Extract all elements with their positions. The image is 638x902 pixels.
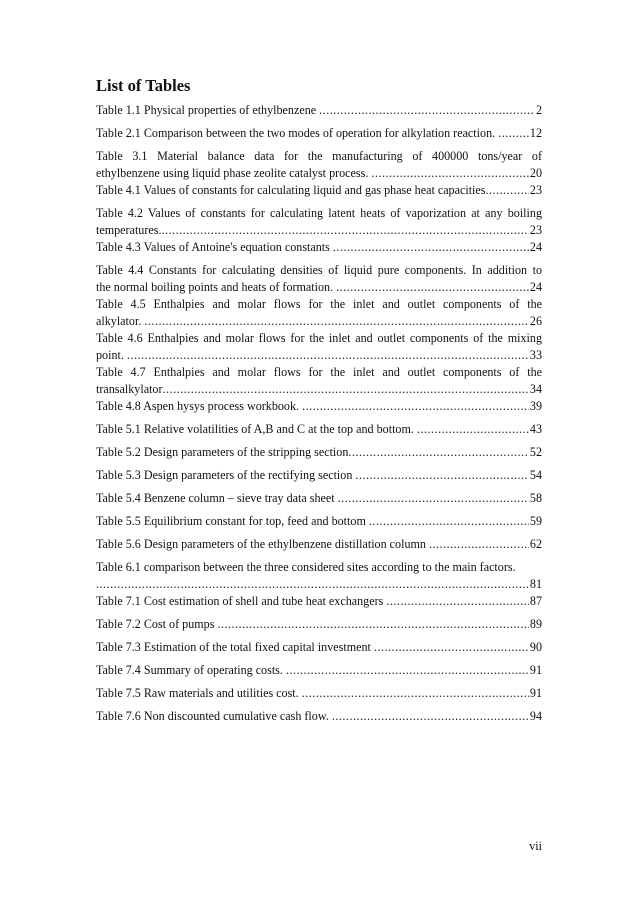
- toc-entry-title: Table 5.4 Benzene column – sieve tray data sheet: [96, 491, 338, 505]
- toc-entry: [96, 330, 542, 364]
- page-number: vii: [529, 839, 542, 853]
- toc-entry-title: point.: [96, 348, 127, 362]
- toc-entry-line: [96, 639, 542, 656]
- toc-entry-title: alkylator.: [96, 314, 145, 328]
- dot-leader: [338, 490, 529, 507]
- toc-entry-page: 12: [529, 126, 542, 140]
- dot-leader: [302, 685, 529, 702]
- toc-entry-line: [96, 616, 542, 633]
- toc-entry: [96, 125, 542, 142]
- toc-entry-line: [96, 513, 542, 530]
- dot-leader: [498, 125, 529, 142]
- toc-entry-page: 24: [529, 280, 542, 294]
- toc-entry-page: 54: [529, 468, 542, 482]
- toc-entry-line: [96, 239, 542, 256]
- toc-entry: [96, 398, 542, 415]
- toc-entry-line: [96, 662, 542, 679]
- toc-entry-line: [96, 444, 542, 461]
- dot-leader: [417, 421, 529, 438]
- dot-leader: [348, 444, 529, 461]
- dot-leader: [163, 381, 529, 398]
- toc-entry-title: temperatures.: [96, 223, 162, 237]
- dot-leader: [144, 313, 529, 330]
- toc-entry-page: 26: [529, 314, 542, 328]
- toc-entry-page: 89: [529, 617, 542, 631]
- toc-entry: [96, 364, 542, 398]
- toc-entry: [96, 421, 542, 438]
- toc-entry: [96, 467, 542, 484]
- dot-leader: [96, 576, 529, 593]
- toc-entry-title: Table 7.4 Summary of operating costs.: [96, 663, 286, 677]
- toc-entry-page: 24: [529, 240, 542, 254]
- toc-entry-title: transalkylator: [96, 382, 163, 396]
- dot-leader: [369, 513, 529, 530]
- toc-entry: [96, 239, 542, 256]
- toc-entry-page: 91: [529, 663, 542, 677]
- toc-entry-title: Table 7.2 Cost of pumps: [96, 617, 218, 631]
- toc-entry: [96, 685, 542, 702]
- toc-entry-title: Table 2.1 Comparison between the two modes of operation for alkylation reaction.: [96, 126, 499, 140]
- toc-entry-line: [96, 313, 542, 330]
- toc-entry-line: Table 4.7 Enthalpies and molar flows for the inlet and outlet components of the: [96, 365, 542, 379]
- toc-entry-page: 20: [529, 166, 542, 180]
- toc-entry-line: [96, 576, 542, 593]
- toc-entry-title: Table 5.5 Equilibrium constant for top, feed and bottom: [96, 514, 369, 528]
- toc-entry-page: 94: [529, 709, 542, 723]
- toc-entry-line: Table 6.1 comparison between the three considered sites according to the main factors.: [96, 560, 516, 574]
- toc-entry-title: ethylbenzene using liquid phase zeolite catalyst process.: [96, 166, 372, 180]
- toc-entry-line: [96, 536, 542, 553]
- toc-entry: [96, 639, 542, 656]
- toc-entry-line: Table 4.4 Constants for calculating densities of liquid pure components. In addition to: [96, 263, 542, 277]
- toc-entry-line: [96, 222, 542, 239]
- dot-leader: [286, 662, 529, 679]
- dot-leader: [374, 639, 529, 656]
- toc-entry-line: [96, 398, 542, 415]
- toc-entry-page: 59: [529, 514, 542, 528]
- toc-entry-title: Table 4.1 Values of constants for calculating liquid and gas phase heat capacities: [96, 183, 486, 197]
- dot-leader: [161, 222, 528, 239]
- toc-entry-line: [96, 467, 542, 484]
- dot-leader: [336, 279, 529, 296]
- toc-entry-page: 52: [529, 445, 542, 459]
- toc-entry-line: Table 4.5 Enthalpies and molar flows for the inlet and outlet components of the: [96, 297, 542, 311]
- toc-entry: [96, 182, 542, 199]
- toc-entry: [96, 593, 542, 610]
- toc-entry: [96, 559, 542, 593]
- toc-entry-title: Table 5.3 Design parameters of the rectifying section: [96, 468, 356, 482]
- toc-entry-line: [96, 102, 542, 119]
- dot-leader: [319, 102, 535, 119]
- toc-entry-title: Table 1.1 Physical properties of ethylbenzene: [96, 103, 320, 117]
- toc-entry-line: [96, 182, 542, 199]
- dot-leader: [333, 239, 529, 256]
- dot-leader: [371, 165, 529, 182]
- toc-entry-title: Table 5.2 Design parameters of the stripping section: [96, 445, 349, 459]
- toc-entry-page: 87: [529, 594, 542, 608]
- toc-entry-line: [96, 165, 542, 182]
- toc-entry: [96, 148, 542, 182]
- toc-entry-line: [96, 421, 542, 438]
- page-heading: List of Tables: [96, 76, 191, 95]
- dot-leader: [302, 398, 529, 415]
- toc-entry-page: 23: [529, 223, 542, 237]
- toc-entry-line: [96, 381, 542, 398]
- toc-entry-page: 43: [529, 422, 542, 436]
- toc-entry-page: 2: [535, 103, 542, 117]
- toc-entry-line: [96, 279, 542, 296]
- dot-leader: [429, 536, 529, 553]
- toc-entry: [96, 102, 542, 119]
- toc-entry-title: Table 7.1 Cost estimation of shell and tube heat exchangers: [96, 594, 387, 608]
- toc-entry-page: 90: [529, 640, 542, 654]
- toc-entry-page: 23: [529, 183, 542, 197]
- toc-entry-line: [96, 708, 542, 725]
- toc-entry: [96, 536, 542, 553]
- dot-leader: [386, 593, 529, 610]
- toc-entry: [96, 513, 542, 530]
- toc-entry-title: Table 5.6 Design parameters of the ethylbenzene distillation column: [96, 537, 429, 551]
- toc-entry-title: Table 7.3 Estimation of the total fixed capital investment: [96, 640, 374, 654]
- toc-entry-page: 81: [529, 577, 542, 591]
- toc-entry: [96, 662, 542, 679]
- toc-entry-line: [96, 685, 542, 702]
- toc-entry-line: Table 3.1 Material balance data for the manufacturing of 400000 tons/year of: [96, 149, 542, 163]
- toc-entry: [96, 708, 542, 725]
- toc-entry-page: 34: [529, 382, 542, 396]
- toc-entry-page: 62: [529, 537, 542, 551]
- toc-entry: [96, 205, 542, 239]
- dot-leader: [355, 467, 528, 484]
- toc-entry-title: Table 5.1 Relative volatilities of A,B and C at the top and bottom.: [96, 422, 417, 436]
- toc-entry-title: Table 4.3 Values of Antoine's equation constants: [96, 240, 333, 254]
- dot-leader: [486, 182, 529, 199]
- toc-entry-line: [96, 347, 542, 364]
- toc-entry: [96, 490, 542, 507]
- toc-entry-title: Table 7.6 Non discounted cumulative cash flow.: [96, 709, 332, 723]
- dot-leader: [127, 347, 529, 364]
- toc-entry-title: Table 4.8 Aspen hysys process workbook.: [96, 399, 303, 413]
- dot-leader: [332, 708, 529, 725]
- toc-entry: [96, 262, 542, 296]
- toc-entry: [96, 616, 542, 633]
- toc-entry-title: Table 7.5 Raw materials and utilities cost.: [96, 686, 302, 700]
- toc-entry-title: the normal boiling points and heats of formation.: [96, 280, 337, 294]
- toc-entry-page: 58: [529, 491, 542, 505]
- toc-entry-line: [96, 490, 542, 507]
- toc-entry-page: 33: [529, 348, 542, 362]
- toc-entry-line: [96, 593, 542, 610]
- toc-entry: [96, 296, 542, 330]
- toc-entry-line: Table 4.6 Enthalpies and molar flows for the inlet and outlet components of the mixing: [96, 331, 542, 345]
- dot-leader: [217, 616, 528, 633]
- toc-entry: [96, 444, 542, 461]
- toc-entry-page: 39: [529, 399, 542, 413]
- toc-entry-page: 91: [529, 686, 542, 700]
- toc-entry-line: [96, 125, 542, 142]
- toc-entry-line: Table 4.2 Values of constants for calculating latent heats of vaporization at any boiling: [96, 206, 542, 220]
